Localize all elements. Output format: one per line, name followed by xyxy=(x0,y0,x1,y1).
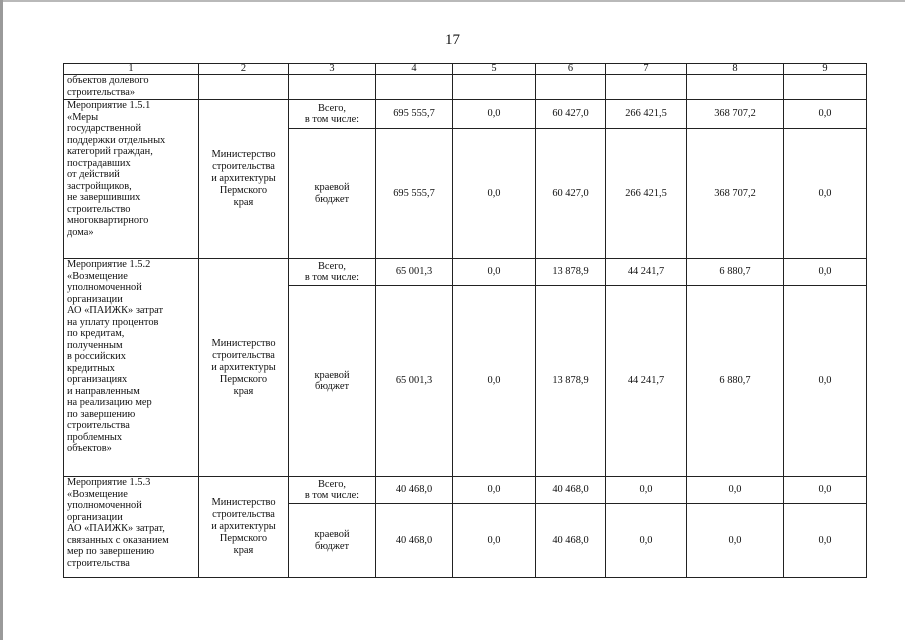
amount-cell: 40 468,0 xyxy=(376,477,453,504)
executor-name: Министерство строительства и архитектуры Пермского края xyxy=(211,497,276,556)
column-number: 4 xyxy=(376,64,453,75)
page-number: 17 xyxy=(445,32,460,48)
column-number: 6 xyxy=(536,64,606,75)
amount-cell: 266 421,5 xyxy=(606,100,687,129)
amount-cell: 0,0 xyxy=(784,504,867,578)
amount-cell: 0,0 xyxy=(606,504,687,578)
executor-cell xyxy=(199,259,289,477)
amount-cell: 65 001,3 xyxy=(376,259,453,286)
amount-cell: 0,0 xyxy=(453,129,536,259)
amount-cell: 0,0 xyxy=(453,504,536,578)
column-number: 7 xyxy=(606,64,687,75)
amount-cell: 368 707,2 xyxy=(687,100,784,129)
amount-cell: 13 878,9 xyxy=(536,286,606,477)
amount-cell: 44 241,7 xyxy=(606,286,687,477)
amount-cell: 40 468,0 xyxy=(536,477,606,504)
funding-source-cell xyxy=(289,100,376,129)
amount-cell: 60 427,0 xyxy=(536,129,606,259)
amount-cell: 0,0 xyxy=(784,286,867,477)
amount-cell: 60 427,0 xyxy=(536,100,606,129)
column-number: 2 xyxy=(199,64,289,75)
column-number: 9 xyxy=(784,64,867,75)
amount-cell: 0,0 xyxy=(453,100,536,129)
amount-cell: 0,0 xyxy=(784,477,867,504)
activity-name: Мероприятие 1.5.2 «Возмещение уполномоченной организации АО «ПАИЖК» затрат на уплату процентов по кредитам, полученным в российских кредитных организациях и направленным на реализацию мер по завершению строительства проблемных объектов» xyxy=(67,259,164,454)
funding-source-cell xyxy=(289,129,376,259)
funding-source-label: Всего, в том числе: xyxy=(304,478,360,501)
funding-source-cell xyxy=(289,286,376,477)
funding-source-label: Всего, в том числе: xyxy=(304,102,360,125)
funding-source-label: краевой бюджет xyxy=(314,529,350,552)
funding-source-cell xyxy=(289,504,376,578)
executor-name: Министерство строительства и архитектуры Пермского края xyxy=(211,337,276,397)
amount-cell: 0,0 xyxy=(453,477,536,504)
executor-cell xyxy=(199,100,289,259)
column-number: 8 xyxy=(687,64,784,75)
column-number: 1 xyxy=(64,64,199,75)
activity-name: объектов долевого строительства» xyxy=(67,75,149,98)
amount-cell: 0,0 xyxy=(687,504,784,578)
executor-cell xyxy=(199,477,289,578)
continuation-row xyxy=(64,75,867,100)
amount-cell: 0,0 xyxy=(784,100,867,129)
activity-name: Мероприятие 1.5.3 «Возмещение уполномоченной организации АО «ПАИЖК» затрат, связанных с оказанием мер по завершению строительства xyxy=(67,477,169,569)
table-row xyxy=(64,259,867,286)
column-number-row xyxy=(64,64,867,75)
funding-source-cell xyxy=(289,259,376,286)
amount-cell: 0,0 xyxy=(453,259,536,286)
table-row xyxy=(64,100,867,129)
funding-source-label: Всего, в том числе: xyxy=(304,260,360,283)
page-left-edge xyxy=(0,0,3,640)
executor-name: Министерство строительства и архитектуры Пермского края xyxy=(211,149,276,208)
activity-name-cell xyxy=(64,75,199,100)
amount-cell: 44 241,7 xyxy=(606,259,687,286)
amount-cell: 6 880,7 xyxy=(687,286,784,477)
activity-name-cell xyxy=(64,477,199,578)
amount-cell: 0,0 xyxy=(784,129,867,259)
amount-cell: 6 880,7 xyxy=(687,259,784,286)
amount-cell: 695 555,7 xyxy=(376,129,453,259)
funding-source-label: краевой бюджет xyxy=(314,369,350,392)
column-number: 5 xyxy=(453,64,536,75)
program-table xyxy=(63,63,867,578)
amount-cell: 40 468,0 xyxy=(376,504,453,578)
amount-cell: 40 468,0 xyxy=(536,504,606,578)
amount-cell: 0,0 xyxy=(453,286,536,477)
amount-cell: 13 878,9 xyxy=(536,259,606,286)
column-number: 3 xyxy=(289,64,376,75)
amount-cell: 368 707,2 xyxy=(687,129,784,259)
amount-cell: 0,0 xyxy=(606,477,687,504)
amount-cell: 695 555,7 xyxy=(376,100,453,129)
activity-name-cell xyxy=(64,259,199,477)
amount-cell: 0,0 xyxy=(784,259,867,286)
amount-cell: 65 001,3 xyxy=(376,286,453,477)
funding-source-label: краевой бюджет xyxy=(314,182,350,205)
activity-name-cell xyxy=(64,100,199,259)
page-top-edge xyxy=(0,0,905,2)
amount-cell: 0,0 xyxy=(687,477,784,504)
amount-cell: 266 421,5 xyxy=(606,129,687,259)
funding-source-cell xyxy=(289,477,376,504)
activity-name: Мероприятие 1.5.1 «Меры государственной поддержки отдельных категорий граждан, пострадавших от действий застройщиков, не завершивших строительство многоквартирного дома» xyxy=(67,100,166,238)
table-row xyxy=(64,477,867,504)
